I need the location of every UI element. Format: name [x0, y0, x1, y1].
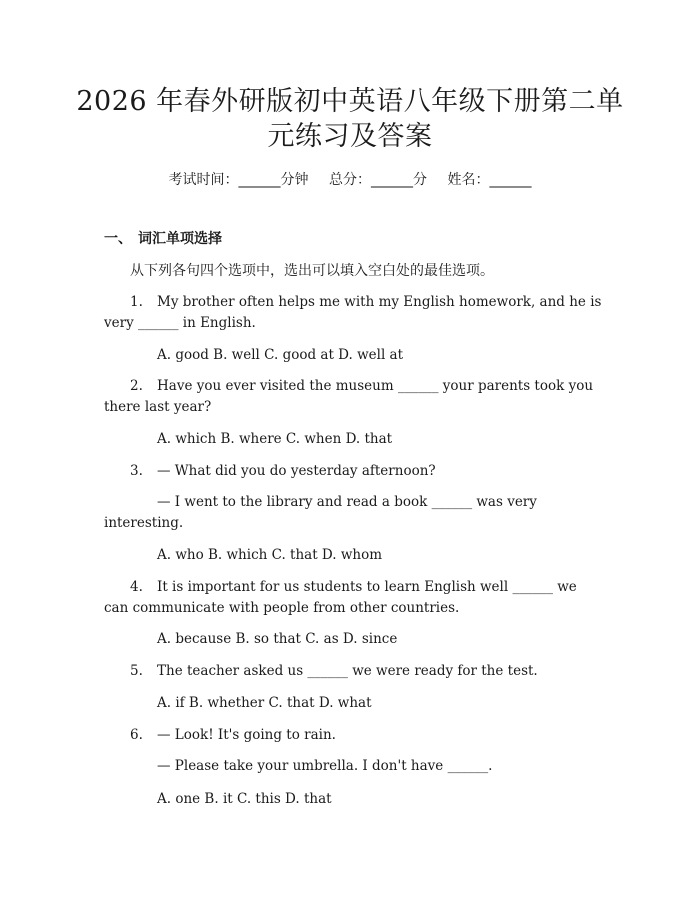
question-text: — Look! It's going to rain.: [157, 727, 336, 743]
question-3: [130, 461, 436, 481]
question-options: A. one B. it C. this D. that: [157, 791, 332, 807]
question-options: A. good B. well C. good at D. well at: [157, 347, 404, 363]
question-number: 6.: [130, 727, 143, 743]
question-number: 5.: [130, 663, 143, 679]
question-text: My brother often helps me with my English homework, and he is: [157, 294, 602, 310]
question-text: Have you ever visited the museum ______ your parents took you: [157, 378, 594, 394]
question-options: A. who B. which C. that D. whom: [157, 547, 383, 563]
question-2: [130, 376, 593, 396]
section-number: 一、: [104, 231, 132, 247]
question-number: 3.: [130, 463, 143, 479]
question-number: 1.: [130, 294, 143, 310]
section-heading: [104, 229, 222, 249]
question-6: [130, 725, 336, 745]
document-title-line-2: 元练习及答案: [267, 121, 433, 152]
exam-score: 总分：______分: [329, 172, 427, 188]
exam-name: 姓名：______: [447, 172, 532, 188]
question-text: It is important for us students to learn English well ______ we: [157, 579, 577, 595]
question-dialogue-line: — Please take your umbrella. I don't have ______.: [157, 758, 493, 774]
question-options: A. because B. so that C. as D. since: [157, 631, 398, 647]
question-5: [130, 661, 538, 681]
question-text-continued: can communicate with people from other countries.: [104, 600, 460, 616]
question-dialogue-line: — I went to the library and read a book ______ was very: [157, 494, 537, 510]
section-title: 词汇单项选择: [138, 231, 222, 247]
question-text-continued: there last year?: [104, 399, 212, 415]
question-4: [130, 577, 577, 597]
question-options: A. if B. whether C. that D. what: [157, 695, 372, 711]
question-options: A. which B. where C. when D. that: [157, 431, 393, 447]
document-title-line-1: 2026 年春外研版初中英语八年级下册第二单: [76, 86, 624, 117]
question-text: The teacher asked us ______ we were ready for the test.: [157, 663, 538, 679]
exam-time: 考试时间：______分钟: [168, 172, 309, 188]
section-instruction: 从下列各句四个选项中，选出可以填入空白处的最佳选项。: [130, 263, 494, 279]
exam-info: [0, 169, 700, 189]
question-text-continued: interesting.: [104, 515, 184, 531]
question-number: 4.: [130, 579, 143, 595]
question-text: — What did you do yesterday afternoon?: [157, 463, 436, 479]
question-text-continued: very ______ in English.: [104, 315, 256, 331]
question-number: 2.: [130, 378, 143, 394]
question-1: [130, 292, 601, 312]
